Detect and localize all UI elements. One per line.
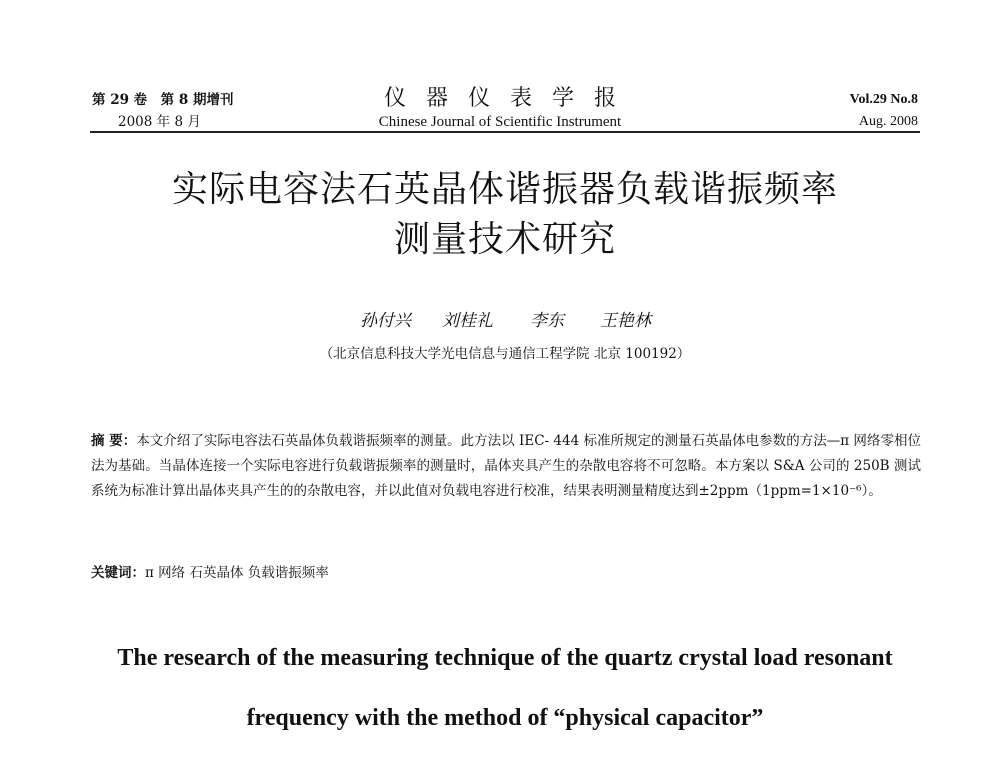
header-volume-issue: 第 29 卷 第 8 期增刊 — [92, 92, 234, 108]
header-vol-no: Vol.29 No.8 — [849, 92, 918, 107]
affiliation: （北京信息科技大学光电信息与通信工程学院 北京 100192） — [319, 346, 691, 362]
author-name: 孙付兴 — [360, 311, 411, 331]
author-name: 刘桂礼 — [442, 311, 493, 331]
header-volume-en — [758, 89, 918, 133]
header-date-en: Aug. 2008 — [858, 114, 918, 129]
header-date-cn: 2008 年 8 月 — [118, 114, 201, 130]
keywords — [91, 561, 921, 585]
author-name: 李东 — [530, 311, 564, 331]
author-list — [300, 306, 720, 330]
journal-name-en: Chinese Journal of Scientific Instrument — [378, 114, 622, 130]
english-title — [90, 628, 920, 748]
header-journal — [340, 86, 660, 132]
english-title-line-2: frequency with the method of “physical capacitor” — [246, 705, 764, 731]
keywords-label: 关键词： — [91, 565, 145, 581]
journal-name-cn: 仪器仪表学报 — [383, 86, 636, 111]
paper-title-line-2: 测量技术研究 — [393, 219, 616, 260]
abstract-label: 摘 要： — [91, 433, 137, 449]
paper-title-line-1: 实际电容法石英晶体谐振器负载谐振频率 — [171, 169, 838, 210]
abstract-text: 本文介绍了实际电容法石英晶体负载谐振频率的测量。此方法以 IEC- 444 标准所规定的测量石英晶体电参数的方法—π 网络零相位法为基础。当晶体连接一个实际电容进行负载谐振频率的测量时，晶体夹具产生的杂散电容将不可忽略。本方案以 S&A 公司的 250B 测试系统为标准计算出晶体夹具产生的的杂散电容，并以此值对负载电容进行校准，结果表明测量精度达到±2ppm（1ppm=1×10⁻⁶）。 — [91, 433, 921, 499]
author-name: 王艳林 — [600, 311, 651, 331]
abstract — [91, 429, 921, 504]
english-title-line-1: The research of the measuring technique of the quartz crystal load resonant — [117, 645, 893, 671]
header-divider — [90, 131, 920, 133]
paper-title — [90, 165, 920, 265]
keywords-text: π 网络 石英晶体 负载谐振频率 — [145, 565, 329, 581]
header-issue-info — [92, 89, 292, 133]
